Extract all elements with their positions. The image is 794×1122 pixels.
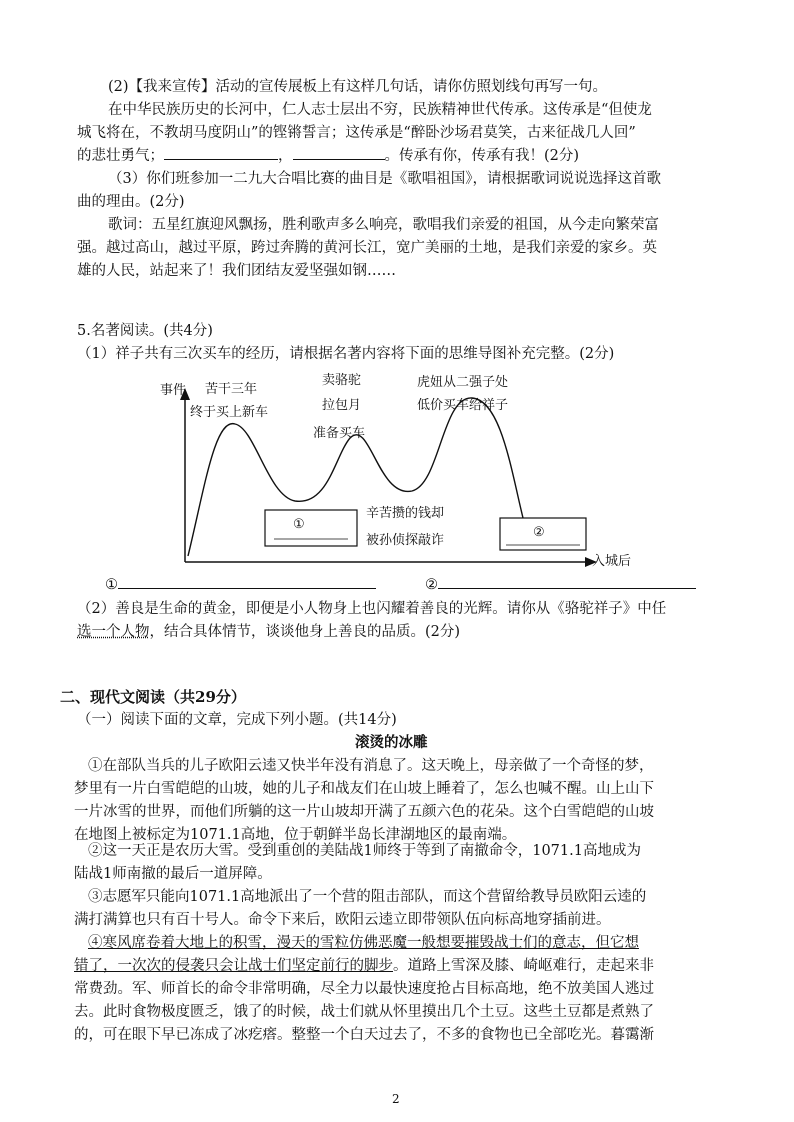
valley-label-a: 辛苦攒的钱却 <box>366 506 445 521</box>
article-p2-line-1: ②这一天正是农历大雪。受到重创的美陆战1师终于等到了南撤命令，1071.1高地成为 <box>88 843 641 859</box>
article-title: 滚烫的冰雕 <box>355 734 428 751</box>
article-p1-line-2: 梦里有一片白雪皑皑的山坡，她的儿子和战友们在山坡上睡着了，怎么也喊不醒。山上山下 <box>74 781 654 797</box>
q5-sub-2-rest: ，结合具体情节，谈谈他身上善良的品质。(2分) <box>149 624 461 640</box>
q4-2-text-a: 的悲壮勇气； <box>77 148 164 164</box>
peak-2-label-a: 卖骆驼 <box>322 373 362 388</box>
answer-box-2-label: ② <box>533 525 545 540</box>
q4-2-paragraph-line-2: 城飞将在，不教胡马度阴山”的铿锵誓言；这传承是“醉卧沙场君莫笑，古来征战几人回” <box>77 125 636 141</box>
q4-2-text-b: ， <box>278 148 293 164</box>
q5-heading: 5.名著阅读。(共4分) <box>77 323 213 339</box>
answer-line-1-blank[interactable] <box>118 574 376 589</box>
xiangzi-mind-map <box>150 366 650 576</box>
answer-box-1-label: ① <box>293 517 305 532</box>
answer-line-1-label: ① <box>105 577 118 593</box>
valley-label-b: 被孙侦探敲诈 <box>366 533 445 548</box>
x-axis-label: 入城后 <box>592 554 632 569</box>
answer-blank-1[interactable] <box>164 145 278 160</box>
peak-3-label-b: 低价买车给祥子 <box>417 398 509 413</box>
q4-2-text-c: 。传承有你，传承有我！(2分) <box>384 148 580 164</box>
peak-2-label-c: 准备买车 <box>313 426 366 441</box>
q5-sub-2-line-1: （2）善良是生命的黄金，即便是小人物身上也闪耀着善良的光辉。请你从《骆驼祥子》中任 <box>77 601 667 617</box>
answer-line-1[interactable] <box>105 574 376 596</box>
answer-blank-2[interactable] <box>293 145 385 160</box>
article-p4-line-3: 常费劲。军、师首长的命令非常明确，尽全力以最快速度抢占目标高地，绝不放美国人逃过 <box>74 981 654 997</box>
peak-1-label-b: 终于买上新车 <box>190 405 269 420</box>
article-p4-line-1 <box>88 932 639 954</box>
y-axis-label: 事件 <box>160 383 187 398</box>
q4-3-line-2: 曲的理由。(2分) <box>77 194 185 210</box>
answer-line-2-blank[interactable] <box>438 574 696 589</box>
article-p4-line-5: 的，可在眼下早已冻成了冰疙瘩。整整一个白天过去了，不多的食物也已全部吃光。暮霭渐 <box>74 1027 654 1043</box>
peak-1-label-a: 苦干三年 <box>205 382 258 397</box>
article-p1-line-3: 一片冰雪的世界，而他们所躺的这一片山坡却开满了五颜六色的花朵。这个白雪皑皑的山坡 <box>74 804 654 820</box>
q5-sub-2-emphasis: 选一个人物 <box>77 624 150 640</box>
q5-sub-1: （1）祥子共有三次买车的经历，请根据名著内容将下面的思维导图补充完整。(2分) <box>77 346 615 362</box>
peak-2-label-b: 拉包月 <box>322 398 362 413</box>
article-p4-line-4: 去。此时食物极度匮乏，饿了的时候，战士们就从怀里摸出几个土豆。这些土豆都是煮熟了 <box>74 1004 654 1020</box>
article-p3-line-2: 满打满算也只有百十号人。命令下来后，欧阳云逵立即带领队伍向标高地穿插前进。 <box>74 912 611 928</box>
q4-2-intro: (2)【我来宣传】活动的宣传展板上有这样几句话，请你仿照划线句再写一句。 <box>108 79 608 95</box>
section-2-sub: （一）阅读下面的文章，完成下列小题。(共14分) <box>77 712 397 728</box>
article-p4-line-2-rest: 。道路上雪深及膝、崎岖难行，走起来非 <box>393 958 654 974</box>
article-p1-line-1: ①在部队当兵的儿子欧阳云逵又快半年没有消息了。这天晚上，母亲做了一个奇怪的梦， <box>88 758 654 774</box>
lyrics-line-3: 雄的人民，站起来了！我们团结友爱坚强如钢…… <box>77 263 396 279</box>
article-p3-line-1: ③志愿军只能向1071.1高地派出了一个营的阻击部队，而这个营留给教导员欧阳云逵的 <box>88 889 647 905</box>
q4-2-paragraph-line-1: 在中华民族历史的长河中，仁人志士层出不穷，民族精神世代传承。这传承是“但使龙 <box>108 102 652 118</box>
q4-3-line-1: （3）你们班参加一二九大合唱比赛的曲目是《歌唱祖国》，请根据歌词说说选择这首歌 <box>108 171 661 187</box>
section-2-heading: 二、现代文阅读（共29分） <box>60 688 246 706</box>
q4-2-paragraph-line-3 <box>77 145 579 167</box>
lyrics-line-2: 强。越过高山，越过平原，跨过奔腾的黄河长江，宽广美丽的土地，是我们亲爱的家乡。英 <box>77 240 657 256</box>
underlined-sentence-part-1: ④寒风席卷着大地上的积雪，漫天的雪粒仿佛恶魔一般想要摧毁战士们的意志，但它想 <box>88 935 639 951</box>
answer-box-1[interactable] <box>265 510 357 546</box>
peak-3-label-a: 虎妞从二强子处 <box>417 375 509 390</box>
q5-sub-2-line-2 <box>77 621 460 643</box>
answer-line-2-label: ② <box>425 577 438 593</box>
page-number: 2 <box>392 1092 400 1106</box>
article-p4-line-2 <box>74 955 654 977</box>
article-p2-line-2: 陆战1师南撤的最后一道屏障。 <box>74 866 272 882</box>
underlined-sentence-part-2: 错了，一次次的侵袭只会让战士们坚定前行的脚步 <box>74 958 393 974</box>
article-p1-line-4: 在地图上被标定为1071.1高地，位于朝鲜半岛长津湖地区的最南端。 <box>74 827 517 843</box>
lyrics-line-1: 歌词：五星红旗迎风飘扬，胜利歌声多么响亮，歌唱我们亲爱的祖国，从今走向繁荣富 <box>108 217 659 233</box>
answer-line-2[interactable] <box>425 574 696 596</box>
